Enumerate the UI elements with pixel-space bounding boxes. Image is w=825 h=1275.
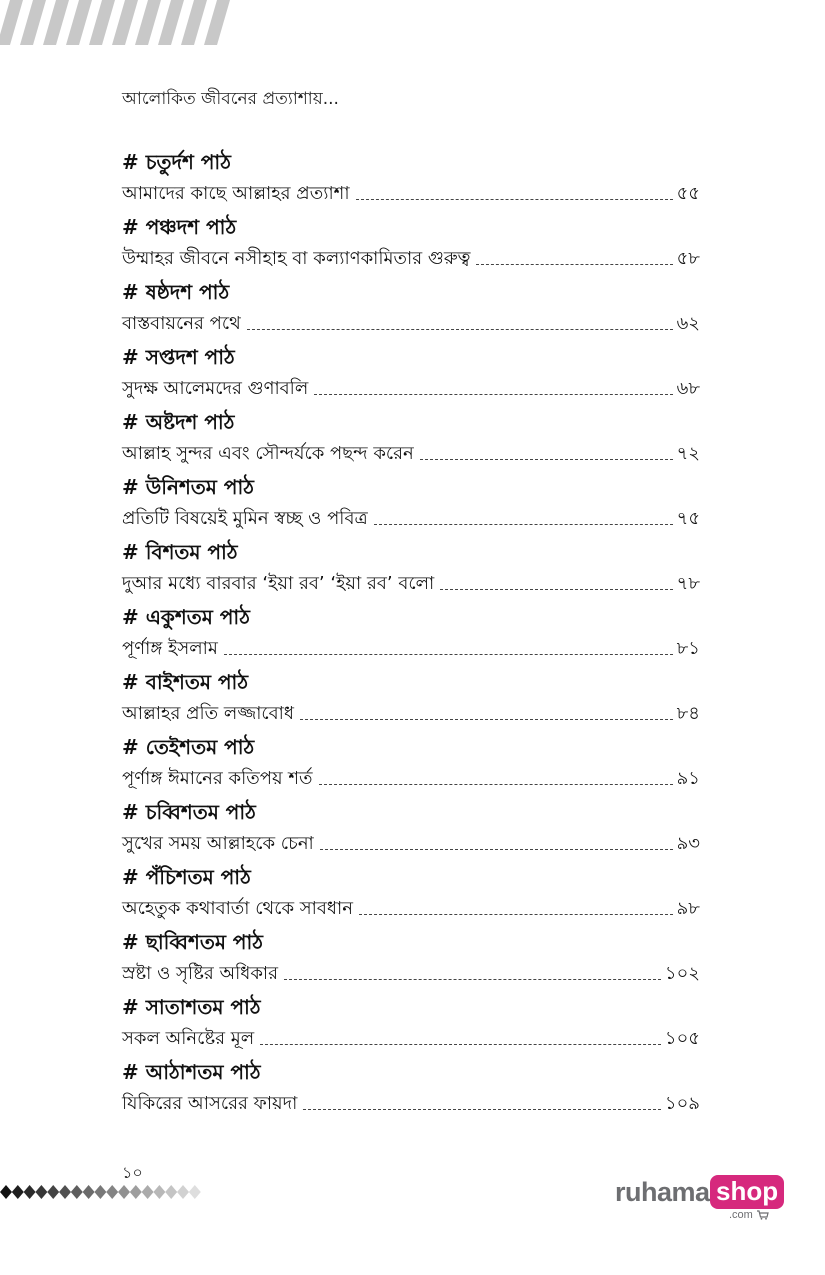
toc-section bbox=[122, 213, 700, 278]
toc-entry[interactable] bbox=[122, 246, 700, 272]
diamond bbox=[130, 1185, 142, 1199]
lesson-heading: # ছাব্বিশতম পাঠ bbox=[122, 930, 263, 954]
lesson-heading: # চতুর্দশ পাঠ bbox=[122, 150, 231, 174]
dot-leader bbox=[319, 784, 673, 785]
entry-title: সকল অনিষ্টের মূল bbox=[122, 1028, 255, 1049]
toc-section bbox=[122, 863, 700, 928]
toc-entry[interactable] bbox=[122, 506, 700, 532]
stripe bbox=[135, 0, 161, 45]
entry-title: পূর্ণাঙ্গ ঈমানের কতিপয় শর্ত bbox=[122, 768, 313, 789]
entry-page-number: ৮৪ bbox=[676, 703, 700, 724]
diamond bbox=[47, 1185, 59, 1199]
stripe bbox=[43, 0, 69, 45]
entry-title: সুদক্ষ আলেমদের গুণাবলি bbox=[122, 378, 309, 399]
toc-entry[interactable] bbox=[122, 376, 700, 402]
entry-title: আল্লাহর প্রতি লজ্জাবোধ bbox=[122, 703, 294, 724]
lesson-heading: # একুশতম পাঠ bbox=[122, 605, 250, 629]
stripe bbox=[66, 0, 92, 45]
entry-title: স্রষ্টা ও সৃষ্টির অধিকার bbox=[122, 963, 279, 984]
dot-leader bbox=[359, 914, 673, 915]
toc-entry[interactable] bbox=[122, 636, 700, 662]
diamond bbox=[142, 1185, 154, 1199]
dot-leader bbox=[247, 329, 673, 330]
brand-highlight: shop bbox=[716, 1176, 779, 1206]
lesson-heading: # আঠাশতম পাঠ bbox=[122, 1060, 261, 1084]
toc-entry[interactable] bbox=[122, 1026, 700, 1052]
shopping-cart-icon bbox=[757, 1210, 769, 1220]
entry-title: দুআর মধ্যে বারবার ‘ইয়া রব’ ‘ইয়া রব’ বলো bbox=[122, 573, 435, 594]
running-head: আলোকিত জীবনের প্রত্যাশায়... bbox=[122, 89, 339, 109]
brand-name: ruhama bbox=[615, 1177, 710, 1207]
entry-title: প্রতিটি বিষয়েই মুমিন স্বচ্ছ ও পবিত্র bbox=[122, 508, 368, 529]
toc-entry[interactable] bbox=[122, 766, 700, 792]
toc-entry[interactable] bbox=[122, 831, 700, 857]
corner-stripes-decoration bbox=[0, 0, 230, 45]
lesson-heading: # সাতাশতম পাঠ bbox=[122, 995, 261, 1019]
stripe bbox=[204, 0, 230, 45]
entry-page-number: ৫৮ bbox=[676, 248, 700, 269]
entry-page-number: ৭৫ bbox=[676, 508, 700, 529]
lesson-heading: # অষ্টদশ পাঠ bbox=[122, 410, 235, 434]
toc-section bbox=[122, 993, 700, 1058]
diamond bbox=[35, 1185, 47, 1199]
toc-entry[interactable] bbox=[122, 896, 700, 922]
entry-page-number: ৬৮ bbox=[676, 378, 700, 399]
toc-entry[interactable] bbox=[122, 701, 700, 727]
diamond bbox=[165, 1185, 177, 1199]
diamond bbox=[106, 1185, 118, 1199]
stripe bbox=[0, 0, 23, 45]
diamond bbox=[59, 1185, 71, 1199]
toc-entry[interactable] bbox=[122, 571, 700, 597]
diamond bbox=[83, 1185, 95, 1199]
entry-title: বাস্তবায়নের পথে bbox=[122, 313, 241, 334]
dot-leader bbox=[476, 264, 672, 265]
entry-title: অহেতুক কথাবার্তা থেকে সাবধান bbox=[122, 898, 353, 919]
entry-title: আমাদের কাছে আল্লাহর প্রত্যাশা bbox=[122, 183, 350, 204]
dot-leader bbox=[320, 849, 673, 850]
diamond bbox=[177, 1185, 189, 1199]
brand-domain: .com bbox=[729, 1209, 753, 1221]
toc-section bbox=[122, 408, 700, 473]
lesson-heading: # বাইশতম পাঠ bbox=[122, 670, 249, 694]
diamond bbox=[153, 1185, 165, 1199]
lesson-heading: # চব্বিশতম পাঠ bbox=[122, 800, 256, 824]
toc-section bbox=[122, 278, 700, 343]
toc-section bbox=[122, 798, 700, 863]
dot-leader bbox=[356, 199, 673, 200]
page-number: ১০ bbox=[122, 1163, 143, 1182]
toc-section bbox=[122, 473, 700, 538]
dot-leader bbox=[260, 1044, 661, 1045]
stripe bbox=[112, 0, 138, 45]
entry-page-number: ৯১ bbox=[676, 768, 700, 789]
diamond bbox=[24, 1185, 36, 1199]
entry-page-number: ৯৮ bbox=[676, 898, 700, 919]
toc-entry[interactable] bbox=[122, 311, 700, 337]
dot-leader bbox=[420, 459, 673, 460]
lesson-heading: # সপ্তদশ পাঠ bbox=[122, 345, 235, 369]
entry-page-number: ১০২ bbox=[664, 963, 700, 984]
toc-entry[interactable] bbox=[122, 441, 700, 467]
entry-title: সুখের সময় আল্লাহকে চেনা bbox=[122, 833, 314, 854]
dot-leader bbox=[374, 524, 673, 525]
toc-section bbox=[122, 733, 700, 798]
lesson-heading: # পঞ্চদশ পাঠ bbox=[122, 215, 237, 239]
entry-page-number: ৫৫ bbox=[676, 183, 700, 204]
toc-section bbox=[122, 148, 700, 213]
dot-leader bbox=[300, 719, 673, 720]
toc-section bbox=[122, 668, 700, 733]
diamond bbox=[189, 1185, 201, 1199]
dot-leader bbox=[314, 394, 672, 395]
toc-section bbox=[122, 603, 700, 668]
dot-leader bbox=[284, 979, 661, 980]
entry-page-number: ১০৫ bbox=[664, 1028, 700, 1049]
dot-leader bbox=[303, 1109, 661, 1110]
lesson-heading: # বিশতম পাঠ bbox=[122, 540, 238, 564]
diamond bbox=[118, 1185, 130, 1199]
entry-page-number: ৬২ bbox=[676, 313, 700, 334]
entry-title: যিকিরের আসরের ফায়দা bbox=[122, 1093, 298, 1114]
toc-entry[interactable] bbox=[122, 961, 700, 987]
toc-section bbox=[122, 1058, 700, 1123]
stripe bbox=[158, 0, 184, 45]
entry-page-number: ৮১ bbox=[676, 638, 700, 659]
entry-title: উম্মাহর জীবনে নসীহাহ বা কল্যাণকামিতার গুরুত্ব bbox=[122, 248, 471, 269]
diamond bbox=[0, 1185, 12, 1199]
toc-section bbox=[122, 538, 700, 603]
diamond bbox=[71, 1185, 83, 1199]
diamond-row-decoration bbox=[0, 1183, 210, 1201]
toc-section bbox=[122, 928, 700, 993]
entry-title: আল্লাহ সুন্দর এবং সৌন্দর্যকে পছন্দ করেন bbox=[122, 443, 414, 464]
entry-page-number: ১০৯ bbox=[664, 1093, 700, 1114]
toc-entry[interactable] bbox=[122, 1091, 700, 1117]
dot-leader bbox=[440, 589, 672, 590]
diamond bbox=[12, 1185, 24, 1199]
stripe bbox=[89, 0, 115, 45]
lesson-heading: # পঁচিশতম পাঠ bbox=[122, 865, 251, 889]
lesson-heading: # ষষ্ঠদশ পাঠ bbox=[122, 280, 230, 304]
stripe bbox=[20, 0, 46, 45]
toc-entry[interactable] bbox=[122, 181, 700, 207]
stripe bbox=[181, 0, 207, 45]
brand-shop-badge bbox=[710, 1175, 784, 1209]
entry-page-number: ৭৮ bbox=[676, 573, 700, 594]
lesson-heading: # তেইশতম পাঠ bbox=[122, 735, 255, 759]
publisher-logo bbox=[615, 1175, 785, 1225]
entry-page-number: ৭২ bbox=[676, 443, 700, 464]
diamond bbox=[94, 1185, 106, 1199]
lesson-heading: # উনিশতম পাঠ bbox=[122, 475, 254, 499]
dot-leader bbox=[224, 654, 673, 655]
table-of-contents bbox=[122, 148, 700, 1123]
toc-section bbox=[122, 343, 700, 408]
entry-page-number: ৯৩ bbox=[676, 833, 700, 854]
entry-title: পূর্ণাঙ্গ ইসলাম bbox=[122, 638, 218, 659]
